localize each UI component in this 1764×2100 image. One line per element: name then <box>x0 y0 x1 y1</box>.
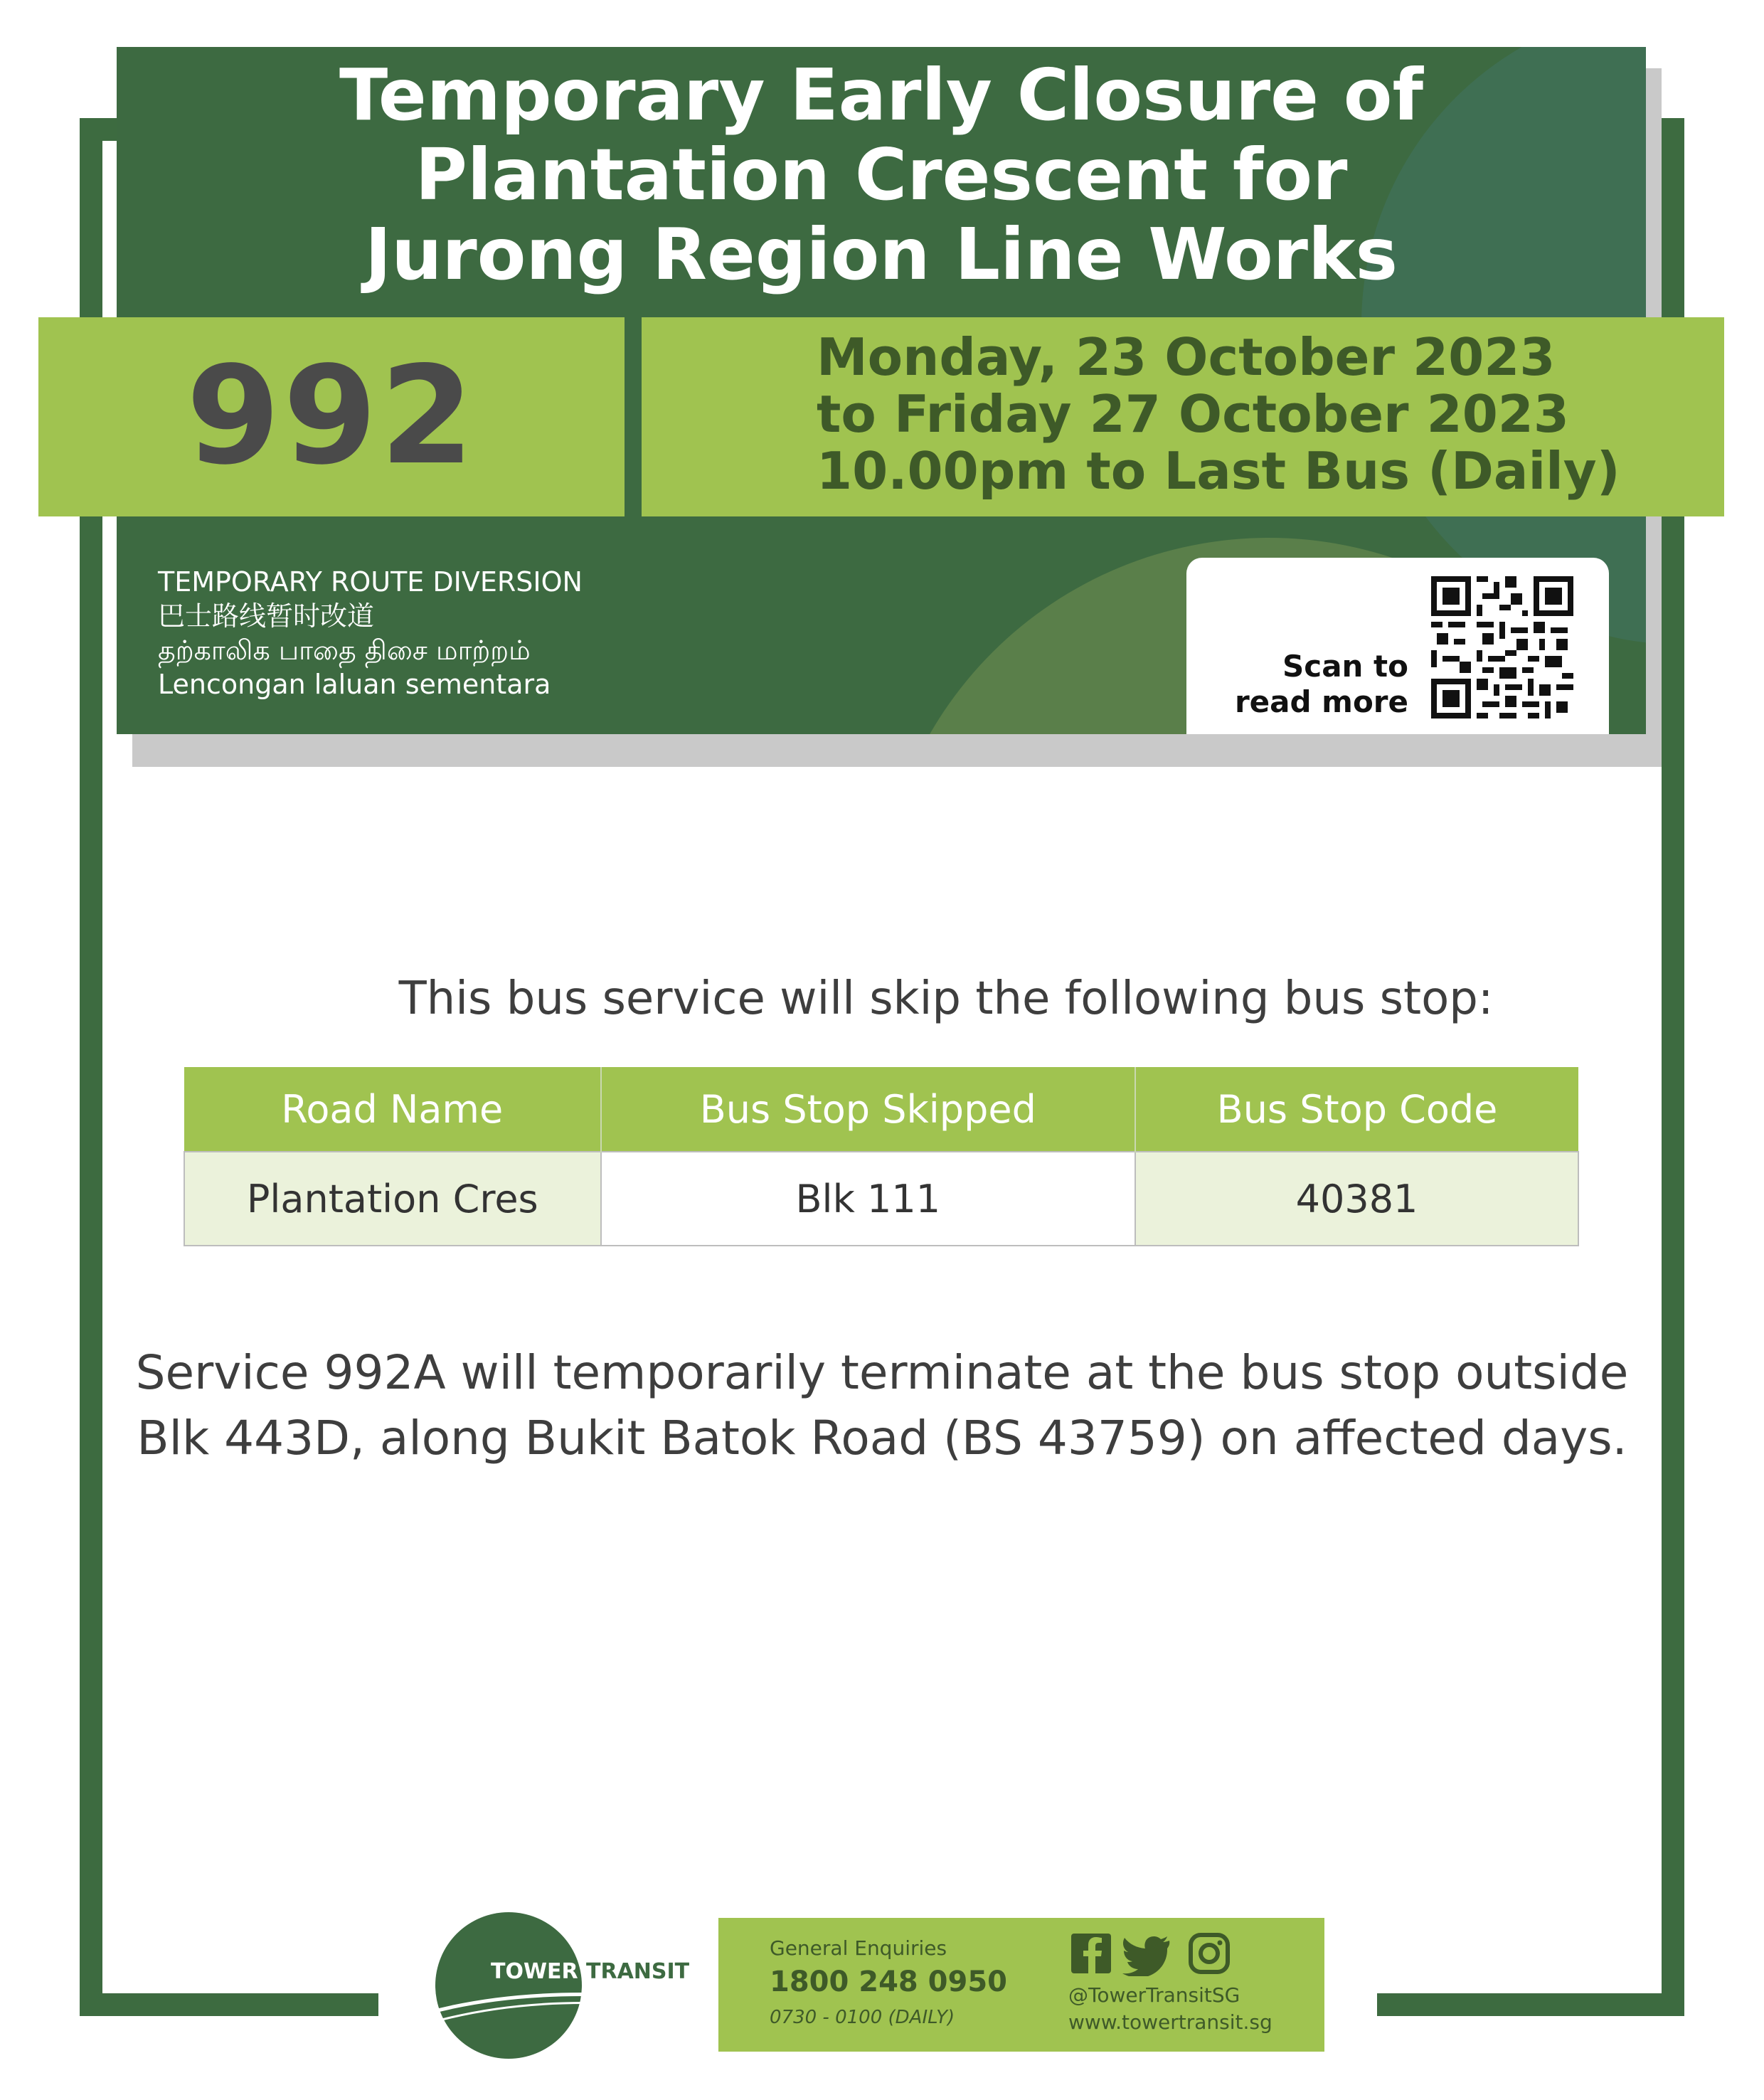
diversion-malay: Lencongan laluan sementara <box>158 669 551 700</box>
diversion-labels <box>158 565 727 701</box>
qr-code-icon[interactable] <box>1431 576 1573 718</box>
diversion-english: TEMPORARY ROUTE DIVERSION <box>158 566 583 598</box>
service-note-line-1: Service 992A will temporarily terminate at the bus stop outside <box>135 1345 1629 1400</box>
route-number: 992 <box>186 337 477 494</box>
frame-bottom-right-border <box>1377 1993 1684 2016</box>
enquiries-hours: 0730 - 0100 (DAILY) <box>770 2007 955 2028</box>
skipped-stops-table <box>184 1067 1579 1246</box>
social-icons <box>1068 1931 1239 1976</box>
enquiries-phone[interactable]: 1800 248 0950 <box>770 1966 1008 1998</box>
qr-caption-line-2: read more <box>1234 684 1408 719</box>
diversion-tamil: தற்காலிக பாதை திசை மாற்றம் <box>158 635 531 666</box>
website-link[interactable]: www.towertransit.sg <box>1068 2010 1272 2034</box>
date-line-2: to Friday 27 October 2023 <box>817 384 1569 444</box>
service-termination-note <box>128 1340 1636 1471</box>
social-handle[interactable]: @TowerTransitSG <box>1068 1983 1240 2007</box>
instagram-icon[interactable] <box>1191 1935 1228 1972</box>
cell-bus-stop-skipped: Blk 111 <box>601 1152 1136 1246</box>
facebook-icon[interactable] <box>1071 1934 1111 1973</box>
table-row <box>184 1152 1578 1246</box>
qr-caption-line-1: Scan to <box>1282 649 1408 684</box>
logo-swoosh-icon <box>420 1985 612 2027</box>
date-line-1: Monday, 23 October 2023 <box>817 327 1556 387</box>
column-header-bus-stop-skipped: Bus Stop Skipped <box>601 1067 1136 1152</box>
logo-text-tower: TOWER <box>491 1959 578 1984</box>
title-line-2: Plantation Crescent for <box>415 133 1348 216</box>
frame-top-left-border <box>80 118 122 141</box>
title-line-3: Jurong Region Line Works <box>364 213 1398 296</box>
twitter-icon[interactable] <box>1122 1936 1169 1976</box>
date-line-3: 10.00pm to Last Bus (Daily) <box>817 441 1620 501</box>
notice-title <box>117 55 1646 295</box>
column-header-bus-stop-code: Bus Stop Code <box>1135 1067 1578 1152</box>
service-note-line-2: Blk 443D, along Bukit Batok Road (BS 43759) on affected days. <box>137 1411 1627 1465</box>
cell-bus-stop-code: 40381 <box>1135 1152 1578 1246</box>
closure-dates <box>817 329 1699 499</box>
frame-bottom-left-border <box>80 1993 378 2016</box>
logo-text-transit: TRANSIT <box>586 1959 690 1984</box>
title-line-1: Temporary Early Closure of <box>339 53 1423 137</box>
cell-road-name: Plantation Cres <box>184 1152 601 1246</box>
table-header-row <box>184 1067 1578 1152</box>
enquiries-label: General Enquiries <box>770 1936 947 1960</box>
diversion-chinese: 巴士路线暂时改道 <box>158 600 375 632</box>
skip-notice: This bus service will skip the following bus stop: <box>398 972 1494 1025</box>
qr-caption <box>1202 649 1408 720</box>
column-header-road-name: Road Name <box>184 1067 601 1152</box>
